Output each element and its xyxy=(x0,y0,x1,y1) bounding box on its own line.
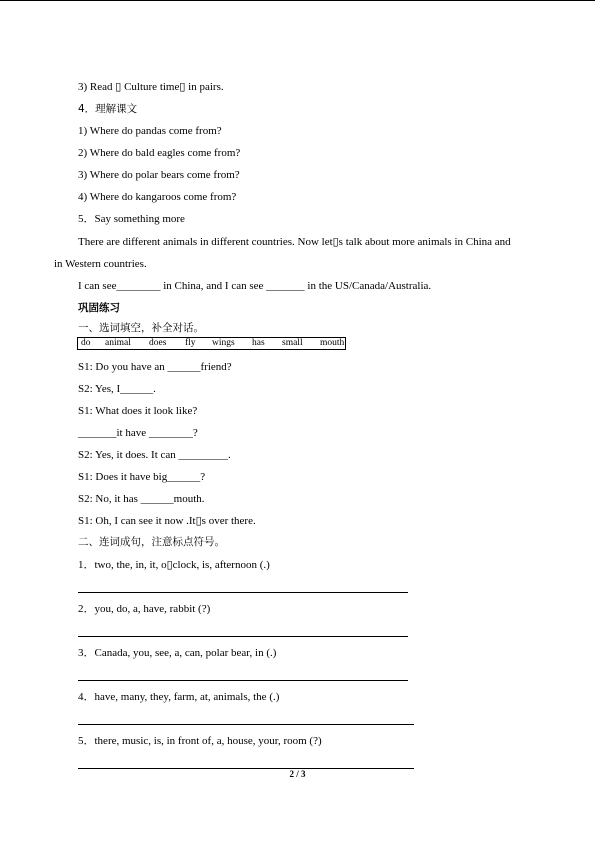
section-heading: 4．理解课文 xyxy=(78,103,138,115)
word-bank-item: mouth xyxy=(320,338,345,348)
dialogue-line: _______it have ________? xyxy=(78,427,198,439)
section-title: 二、连词成句，注意标点符号。 xyxy=(78,536,225,548)
answer-line xyxy=(78,636,408,637)
question-line: 3) Where do polar bears come from? xyxy=(78,169,240,181)
word-bank-item: animal xyxy=(105,338,131,348)
dialogue-line: S1: Does it have big______? xyxy=(78,471,206,483)
dialogue-line: S1: Oh, I can see it now .It▯s over there. xyxy=(78,515,256,527)
dialogue-line: S2: No, it has ______mouth. xyxy=(78,493,205,505)
fill-in-line: I can see________ in China, and I can see _______ in the US/Canada/Australia. xyxy=(78,280,432,292)
question-prompt: 2．you, do, a, have, rabbit (?) xyxy=(78,603,211,615)
exercise-title: 巩固练习 xyxy=(78,302,120,314)
header-rule xyxy=(0,0,595,1)
question-prompt: 3．Canada, you, see, a, can, polar bear, in (.) xyxy=(78,647,277,659)
word-bank-box xyxy=(77,337,346,350)
dialogue-line: S2: Yes, I______. xyxy=(78,383,156,395)
question-line: 2) Where do bald eagles come from? xyxy=(78,147,241,159)
question-prompt: 4．have, many, they, farm, at, animals, the (.) xyxy=(78,691,280,703)
dialogue-line: S2: Yes, it does. It can _________. xyxy=(78,449,231,461)
question-line: 1) Where do pandas come from? xyxy=(78,125,222,137)
word-bank-item: small xyxy=(282,338,303,348)
section-heading: 5．Say something more xyxy=(78,213,185,225)
dialogue-line: S1: What does it look like? xyxy=(78,405,198,417)
paragraph-line: in Western countries. xyxy=(54,258,147,270)
word-bank-item: has xyxy=(252,338,265,348)
word-bank-item: does xyxy=(149,338,167,348)
page-number: 2 / 3 xyxy=(289,769,306,779)
answer-line xyxy=(78,724,414,725)
dialogue-line: S1: Do you have an ______friend? xyxy=(78,361,232,373)
answer-line xyxy=(78,592,408,593)
word-bank-item: do xyxy=(81,338,91,348)
paragraph-line: There are different animals in different countries. Now let▯s talk about more animals in China and xyxy=(78,236,511,248)
word-bank-item: wings xyxy=(212,338,235,348)
answer-line xyxy=(78,680,408,681)
question-prompt: 1．two, the, in, it, o▯clock, is, afternoon (.) xyxy=(78,559,270,571)
text-line: 3) Read ▯ Culture time▯ in pairs. xyxy=(78,81,224,93)
section-title: 一、选词填空，补全对话。 xyxy=(78,322,204,334)
question-prompt: 5．there, music, is, in front of, a, house, your, room (?) xyxy=(78,735,322,747)
question-line: 4) Where do kangaroos come from? xyxy=(78,191,237,203)
word-bank-item: fly xyxy=(185,338,196,348)
